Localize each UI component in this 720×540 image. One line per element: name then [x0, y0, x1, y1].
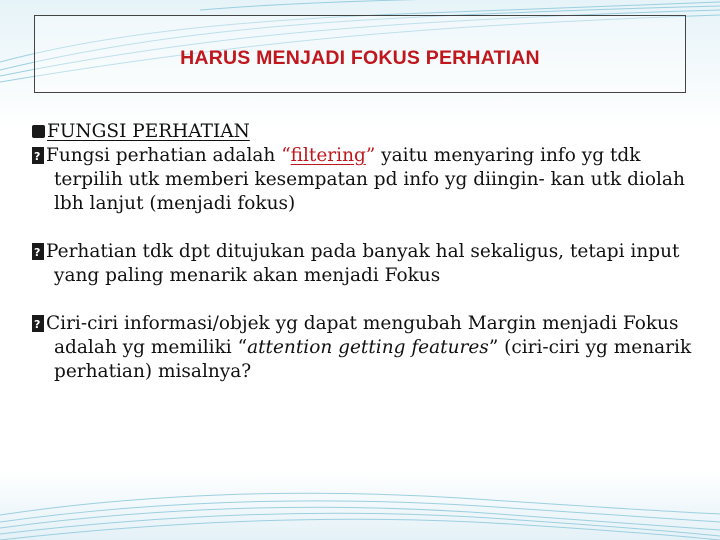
p3-prefix: Ciri-ciri informasi/objek yg dapat mengubah Margin menjadi Fokus adalah yg memiliki “: [46, 313, 679, 358]
p1-highlight: filtering: [290, 145, 366, 166]
p3-suffix: ” (ciri-ciri yg menarik perhatian) misalnya?: [54, 337, 692, 382]
heading-text: FUNGSI PERHATIAN: [47, 121, 250, 142]
missing-glyph-icon: [32, 147, 44, 164]
p1-rest: yaitu menyaring info yg tdk terpilih utk memberi kesempatan pd info yg diingin- kan utk diolah lbh lanjut (menjadi fokus): [54, 145, 685, 214]
p1-prefix: Fungsi perhatian adalah: [46, 145, 282, 166]
paragraph-features: [32, 312, 692, 384]
paragraph-filtering: [32, 144, 692, 216]
p2-text: Perhatian tdk dpt ditujukan pada banyak hal sekaligus, tetapi input yang paling menarik akan menjadi Fokus: [46, 241, 680, 286]
p1-quote-open: “: [281, 145, 291, 166]
slide-content: [32, 120, 692, 384]
square-bullet-icon: [32, 125, 45, 138]
slide-title: HARUS MENJADI FOKUS PERHATIAN: [180, 47, 540, 69]
missing-glyph-icon: [32, 315, 44, 332]
section-heading: [32, 120, 692, 144]
p1-quote-close: ”: [365, 145, 376, 166]
p3-italic: attention getting features: [247, 337, 489, 358]
paragraph-attention-limit: [32, 240, 692, 288]
missing-glyph-icon: [32, 243, 44, 260]
